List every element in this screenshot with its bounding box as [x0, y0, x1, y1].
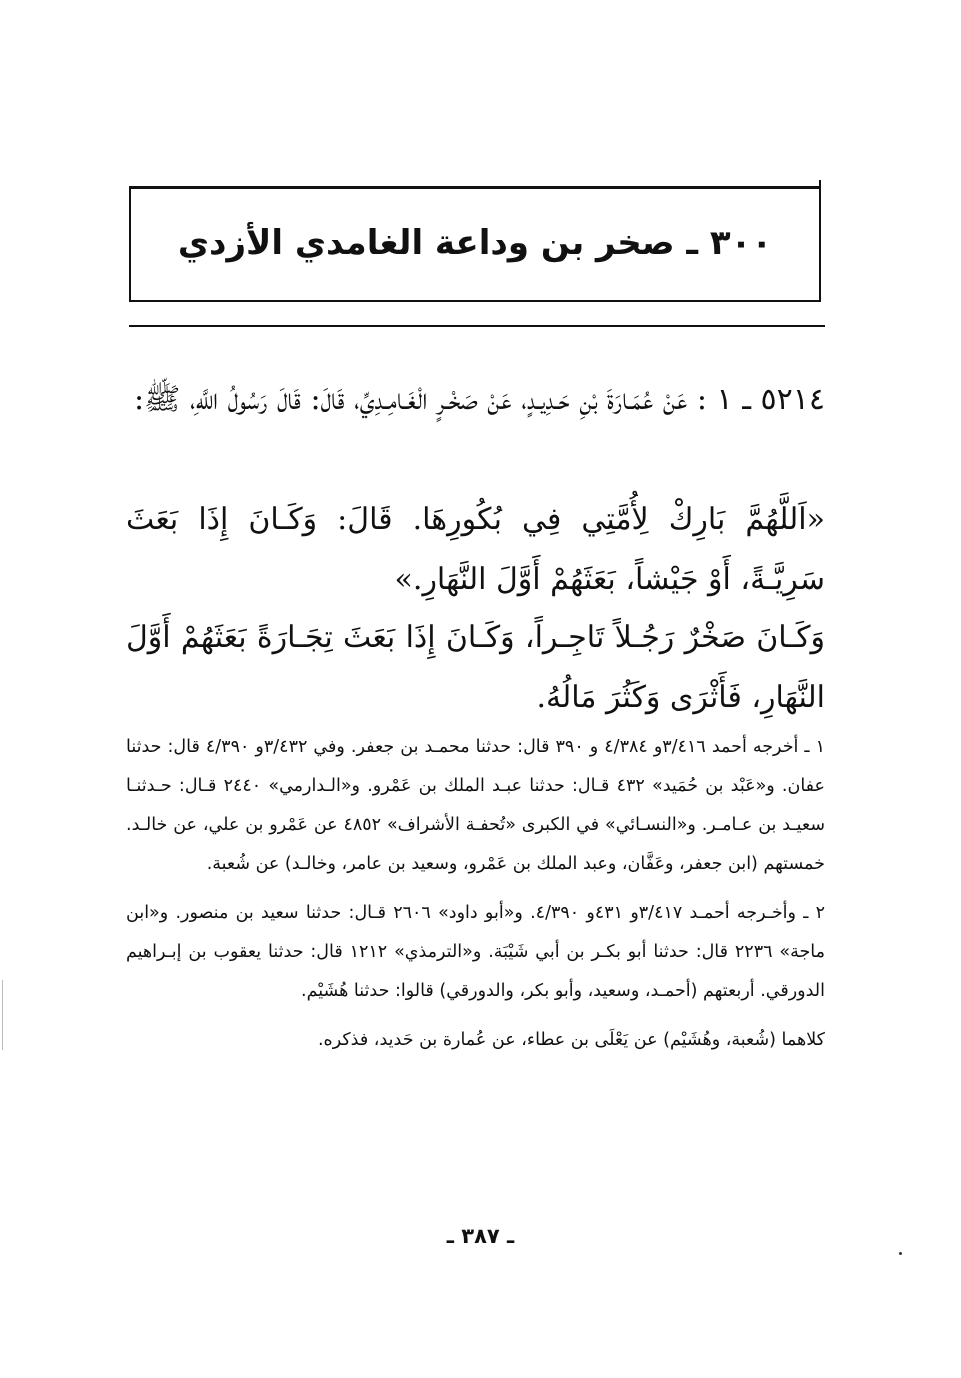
- note-paragraph-3: كلاهما (شُعبة، وهُشَيْم) عن يَعْلَى بن عطاء، عن عُمارة بن حَديد، فذكره.: [317, 1030, 825, 1050]
- hadith-isnad: ٥٢١٤ ـ ١ : عَنْ عُمَـارَةَ بْنِ حَـدِيـدٍ، عَنْ صَخْـرٍ الْغَـامِـدِيِّ، قَالَ: قَالَ رَسُولُ اللَّهِ، ﷺ:: [134, 382, 825, 417]
- scan-edge-mark: [2, 980, 3, 1050]
- hadith-matn: «اَللَّهُمَّ بَارِكْ لِأُمَّتِي فِي بُكُورِهَا. قَالَ: وَكَـانَ إِذَا بَعَثَ سَرِيَّـةً، أَوْ جَيْشاً، بَعَثَهُمْ أَوَّلَ النَّهَارِ.»: [126, 502, 825, 597]
- takhrij-notes: [126, 728, 825, 1070]
- scan-speck: [899, 1252, 902, 1255]
- hadith-addition: وَكَـانَ صَخْرٌ رَجُـلاً تَاجِـراً، وَكَـانَ إِذَا بَعَثَ تِجَـارَةً بَعَثَهُمْ أَوَّلَ النَّهَارِ، فَأَثْرَى وَكَثُرَ مَالُهُ.: [126, 620, 825, 715]
- header-divider: [129, 325, 825, 327]
- chapter-title: ٣٠٠ ـ صخر بن وداعة الغامدي الأزدي: [177, 223, 773, 263]
- note-paragraph-2: ٢ ـ وأخـرجه أحمـد ٣/٤١٧و ٤٣١و ٤/٣٩٠. و«أبو داود» ٢٦٠٦ قـال: حدثنا سعيد بن منصور. و«ابن ماجة» ٢٢٣٦ قال: حدثنا أبو بكـر بن أبي شَيْبَة. و«الترمذي» ١٢١٢ قال: حدثنا يعقوب بن إبـراهيم الدورقي. أربعتهم (أحمـد، وسعيد، وأبو بكر، والدورقي) قالوا: حدثنا هُشَيْم.: [126, 903, 826, 1001]
- note-paragraph-1: ١ ـ أخرجه أحمد ٣/٤١٦و ٤/٣٨٤ و ٣٩٠ قال: حدثنا محمـد بن جعفر. وفي ٣/٤٣٢و ٤/٣٩٠ قال: حدثنا عفان. و«عَبْد بن حُمَيد» ٤٣٢ قـال: حدثنا عبـد الملك بن عَمْرو. و«الـدارمي» ٢٤٤٠ قـال: حـدثنـا سعيـد بن عـامـر. و«النسـائي» في الكبرى «تُحفـة الأشراف» ٤٨٥٢ عن عَمْرو بن علي، عن خالـد. خمستهم (ابن جعفر، وعَفَّان، وعبد الملك بن عَمْرو، وسعيد بن عامر، وخالـد) عن شُعبة.: [126, 737, 826, 874]
- page-number: ـ ٣٨٧ ـ: [446, 1224, 515, 1248]
- chapter-title-box: [129, 186, 821, 302]
